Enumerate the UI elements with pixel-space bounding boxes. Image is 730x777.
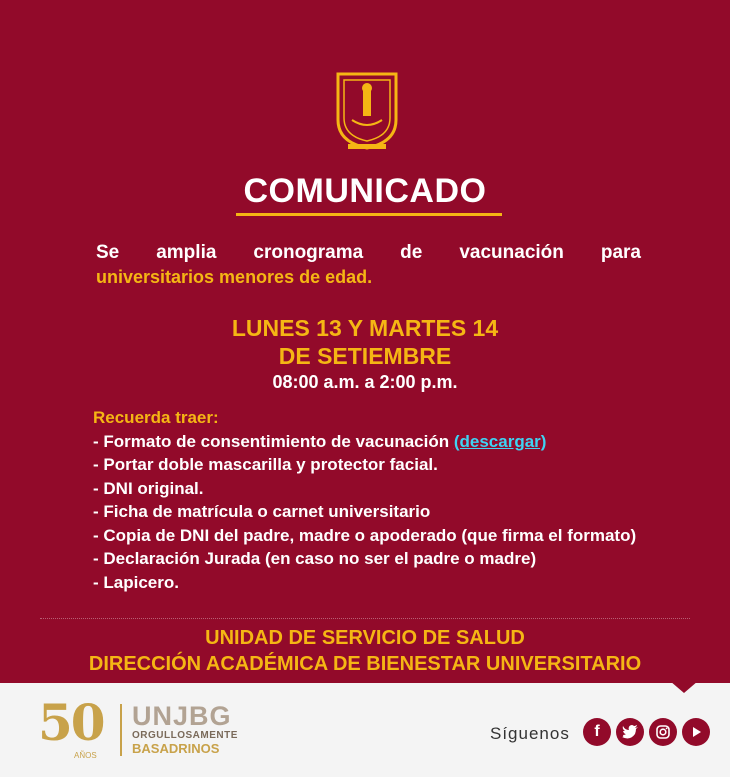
instagram-icon[interactable] [649, 718, 677, 746]
list-item: - Ficha de matrícula o carnet universitario [93, 502, 431, 521]
reminder-title: Recuerda traer: [93, 408, 219, 427]
intro-line-1: Se amplia cronograma de vacunación para [96, 242, 641, 263]
logo-divider [120, 704, 122, 756]
twitter-icon[interactable] [616, 718, 644, 746]
brand-logo [132, 702, 238, 756]
university-seal-logo [330, 68, 404, 152]
list-item: - Declaración Jurada (en caso no ser el padre o madre) [93, 549, 537, 568]
schedule-time: 08:00 a.m. a 2:00 p.m. [272, 372, 458, 392]
social-icons [583, 718, 710, 746]
reminder-section [93, 406, 723, 594]
intro-line-2: universitarios menores de edad. [96, 267, 373, 287]
unit-line-2: DIRECCIÓN ACADÉMICA DE BIENESTAR UNIVERSITARIO [88, 653, 642, 675]
list-item: - Lapicero. [93, 572, 179, 592]
follow-label: Síguenos [490, 724, 570, 743]
schedule-date [0, 314, 730, 370]
unit-line-1: UNIDAD DE SERVICIO DE SALUD [205, 627, 525, 649]
list-item: - DNI original. [93, 478, 204, 498]
download-link[interactable]: (descargar) [453, 431, 547, 451]
anniversary-word: AÑOS [74, 751, 97, 760]
facebook-icon[interactable]: f [583, 718, 611, 746]
section-divider [40, 618, 690, 619]
intro-text [96, 241, 641, 289]
brand-name: UNJBG [132, 701, 232, 731]
list-item: - Formato de consentimiento de vacunación (descargar) [93, 431, 547, 451]
reminder-list [93, 430, 723, 595]
footer-notch [670, 681, 698, 693]
date-line-2: DE SETIEMBRE [278, 343, 452, 369]
anniversary-number: 50 [38, 693, 104, 752]
brand-tagline-1: ORGULLOSAMENTE [132, 730, 238, 741]
list-item: - Portar doble mascarilla y protector facial. [93, 455, 438, 474]
youtube-icon[interactable] [682, 718, 710, 746]
unit-signature [0, 625, 730, 677]
brand-tagline-2: BASADRINOS [132, 741, 220, 756]
page-title: COMUNICADO [243, 172, 487, 210]
date-line-1: LUNES 13 Y MARTES 14 [231, 315, 499, 341]
list-item: - Copia de DNI del padre, madre o apoderado (que firma el formato) [93, 525, 637, 545]
title-underline [236, 213, 502, 216]
